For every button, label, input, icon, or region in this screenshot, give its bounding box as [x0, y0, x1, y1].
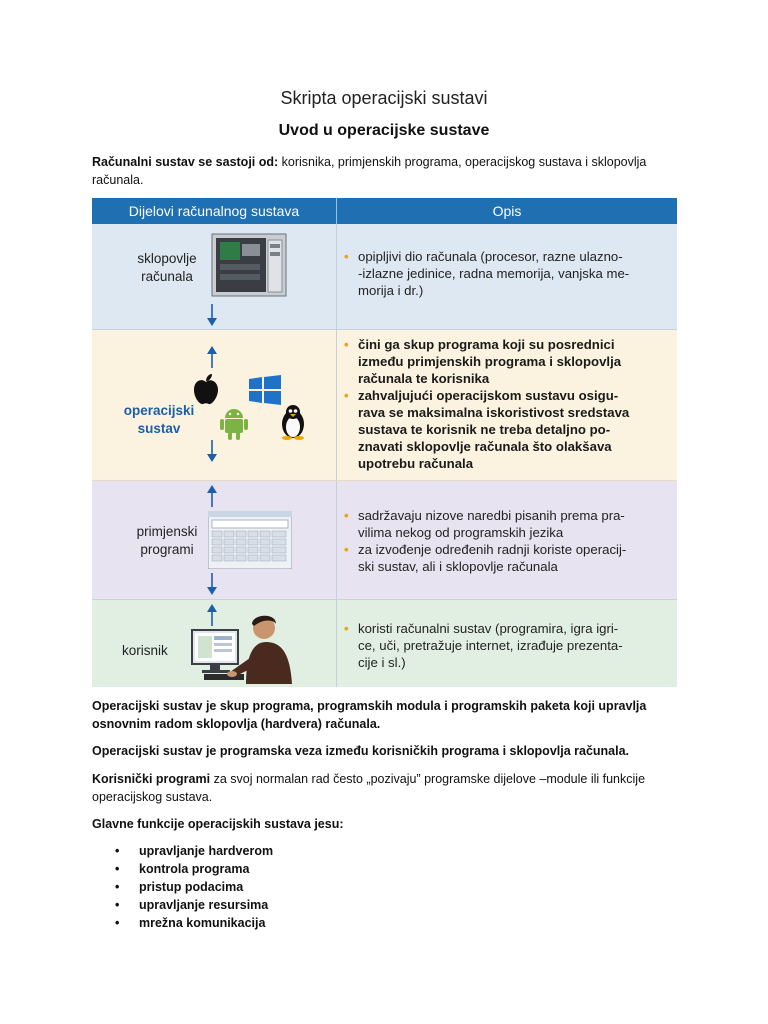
row-label-applications: [122, 523, 212, 559]
linux-tux-icon: [278, 404, 308, 440]
table-row-operating-system: [92, 330, 677, 481]
description-item: • koristi računalni sustav (programira, igra igri- ce, uči, pretražuje internet, izrađuje prezenta- cije i sl.): [344, 621, 623, 670]
column-divider: [336, 330, 337, 480]
arrow-down-icon: [207, 304, 217, 326]
table-row-user: [92, 600, 677, 687]
row-label-user: [122, 642, 192, 660]
list-item: • pristup podacima: [115, 880, 244, 894]
arrow-up-icon: [207, 485, 217, 507]
column-divider: [336, 600, 337, 687]
section-heading: Uvod u operacijske sustave: [278, 122, 490, 139]
intro-bold: Računalni sustav se sastoji od:: [92, 155, 279, 169]
column-divider: [336, 481, 337, 599]
description-item: • opipljivi dio računala (procesor, razne ulazno- -izlazne jedinice, radna memorija, vanjska me- morija i dr.): [344, 249, 630, 298]
row-label-operating-system: [114, 402, 204, 438]
list-item: • mrežna komunikacija: [115, 916, 266, 930]
arrow-up-icon: [207, 346, 217, 368]
label-line: sklopovlje: [137, 251, 197, 266]
android-logo-icon: [220, 406, 248, 440]
description-item: • za izvođenje određenih radnji koriste operacij- ski sustav, ali i sklopovlje računala: [344, 542, 627, 574]
list-item: • upravljanje hardverom: [115, 844, 274, 858]
paragraph-user-programs: Korisnički programi za svoj normalan rad često „pozivaju” programske dijelove –module ili funkcije operacijskog sustava.: [92, 772, 646, 804]
arrow-down-icon: [207, 440, 217, 462]
label-line: sustav: [137, 421, 181, 436]
functions-list: [115, 842, 273, 932]
table-row-hardware: [92, 224, 677, 330]
row-label-hardware: [122, 250, 212, 286]
header-parts: Dijelovi računalnog sustava: [128, 203, 300, 219]
table-header: [92, 198, 677, 224]
calculator-window-icon: [208, 511, 292, 569]
windows-logo-icon: [249, 375, 281, 405]
list-item: • kontrola programa: [115, 862, 250, 876]
row-description-user: [344, 620, 669, 671]
row-description-hardware: [344, 248, 669, 299]
column-divider: [336, 224, 337, 329]
header-description: Opis: [492, 203, 522, 219]
paragraph-os-definition: Operacijski sustav je skup programa, programskih modula i programskih paketa koji upravlja osnovnim radom sklopovlja (hardvera) računala.: [92, 699, 647, 731]
user-at-computer-icon: [190, 614, 298, 684]
description-item: • čini ga skup programa koji su posrednici između primjenskih programa i sklopovlja računala te korisnika: [344, 337, 622, 386]
arrow-down-icon: [207, 573, 217, 595]
document-title: Skripta operacijski sustavi: [280, 88, 488, 108]
paragraph-functions-heading: Glavne funkcije operacijskih sustava jesu:: [92, 817, 344, 831]
intro-paragraph: [92, 153, 682, 189]
description-item: • sadržavaju nizove naredbi pisanih prema pra- vilima nekog od programskih jezika: [344, 508, 625, 540]
label-line: programi: [140, 542, 194, 557]
description-item: • zahvaljujući operacijskom sustavu osigu- rava se maksimalna iskoristivost sredstava sustava te korisnik ne treba detaljno po- znavati sklopovlje računala što olakšava upotrebu računala: [344, 388, 630, 471]
label-line: korisnik: [122, 643, 168, 658]
label-line: primjenski: [136, 524, 198, 539]
paragraph-os-link: Operacijski sustav je programska veza između korisničkih programa i sklopovlja računala.: [92, 744, 630, 758]
system-parts-table: [92, 198, 677, 687]
label-line: računala: [141, 269, 193, 284]
row-description-operating-system: [344, 336, 669, 472]
intro-rest: korisnika, primjenskih programa, operacijskog sustava i sklopovlja računala.: [92, 155, 647, 187]
list-item: • upravljanje resursima: [115, 898, 269, 912]
label-line: operacijski: [123, 403, 195, 418]
row-description-applications: [344, 507, 669, 575]
computer-tower-icon: [208, 230, 290, 300]
apple-logo-icon: [190, 372, 222, 406]
table-row-applications: [92, 481, 677, 600]
